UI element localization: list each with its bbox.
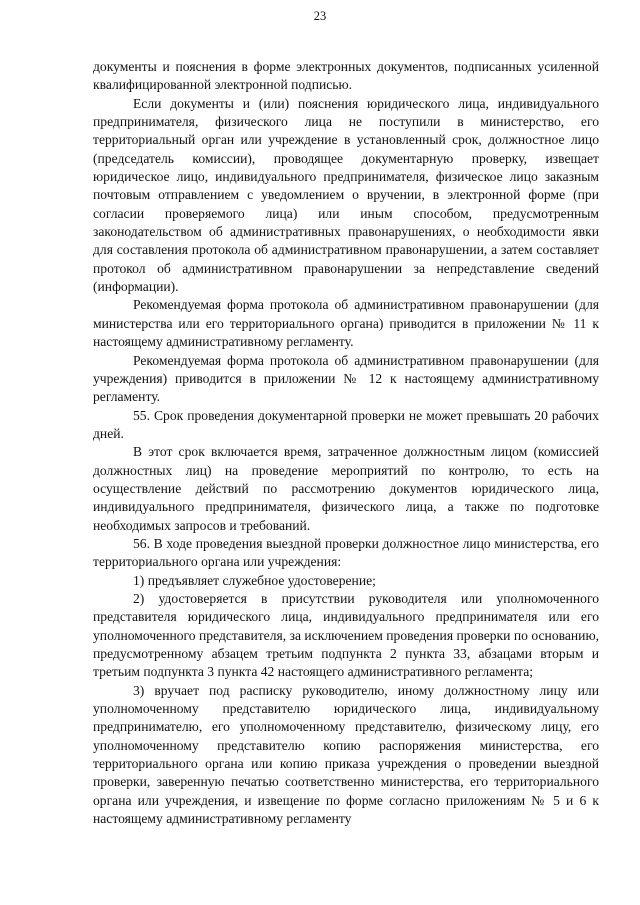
paragraph-notice-of-appearance: Если документы и (или) пояснения юридического лица, индивидуального предпринимателя, физического лица не поступили в министерство, его территориальный орган или учреждение в установленный срок, должностное лицо (председатель комиссии), проводящее документарную проверку, извещает юридическое лицо, индивидуального предпринимателя, физическое лицо заказным почтовым отправлением с уведомлением о вручении, в электронной форме (при согласии проверяемого лица) или иным способом, предусмотренным законодательством об административных правонарушениях, о необходимости явки для составления протокола об административном правонарушении, а затем составляет протокол об административном правонарушении за непредставление сведений (информации). bbox=[93, 95, 599, 295]
paragraph-protocol-form-institution: Рекомендуемая форма протокола об административном правонарушении (для учреждения) приводится в приложении № 12 к настоящему административному регламенту. bbox=[93, 352, 599, 405]
paragraph-item-1: 1) предъявляет служебное удостоверение; bbox=[133, 572, 376, 588]
paragraph-clause-56: 56. В ходе проведения выездной проверки должностное лицо министерства, его территориального органа или учреждения: bbox=[93, 535, 599, 570]
paragraph-item-3: 3) вручает под расписку руководителю, иному должностному лицу или уполномоченному представителю юридического лица, индивидуальному предпринимателю, его уполномоченному представителю, физическому лицу, его уполномоченному представителю копию распоряжения министерства, его территориального органа или копию приказа учреждения о проведении выездной проверки, заверенную печатью соответственно министерства, его территориального органа или учреждения, и извещение по форме согласно приложениям № 5 и 6 к настоящему административному регламенту bbox=[93, 682, 599, 827]
document-body bbox=[93, 58, 599, 828]
page-number: 23 bbox=[313, 9, 327, 23]
paragraph-period-includes: В этот срок включается время, затраченное должностным лицом (комиссией должностных лиц) на проведение мероприятий по контролю, то есть на осуществление действий по рассмотрению документов юридического лица, индивидуального предпринимателя, физического лица, а также по подготовке необходимых запросов и требований. bbox=[93, 444, 599, 533]
paragraph-continuation: документы и пояснения в форме электронных документов, подписанных усиленной квалифицированной электронной подписью. bbox=[93, 59, 599, 93]
paragraph-protocol-form-ministry: Рекомендуемая форма протокола об административном правонарушении (для министерства или его территориального органа) приводится в приложении № 11 к настоящему административному регламенту. bbox=[93, 297, 599, 350]
paragraph-item-2: 2) удостоверяется в присутствии руководителя или уполномоченного представителя юридического лица, индивидуального предпринимателя или его уполномоченного представителя, за исключением проведения проверки по основанию, предусмотренному абзацем третьим подпункта 2 пункта 33, абзацами вторым и третьим подпункта 3 пункта 42 настоящего административного регламента; bbox=[93, 590, 599, 680]
paragraph-clause-55: 55. Срок проведения документарной проверки не может превышать 20 рабочих дней. bbox=[93, 407, 599, 441]
